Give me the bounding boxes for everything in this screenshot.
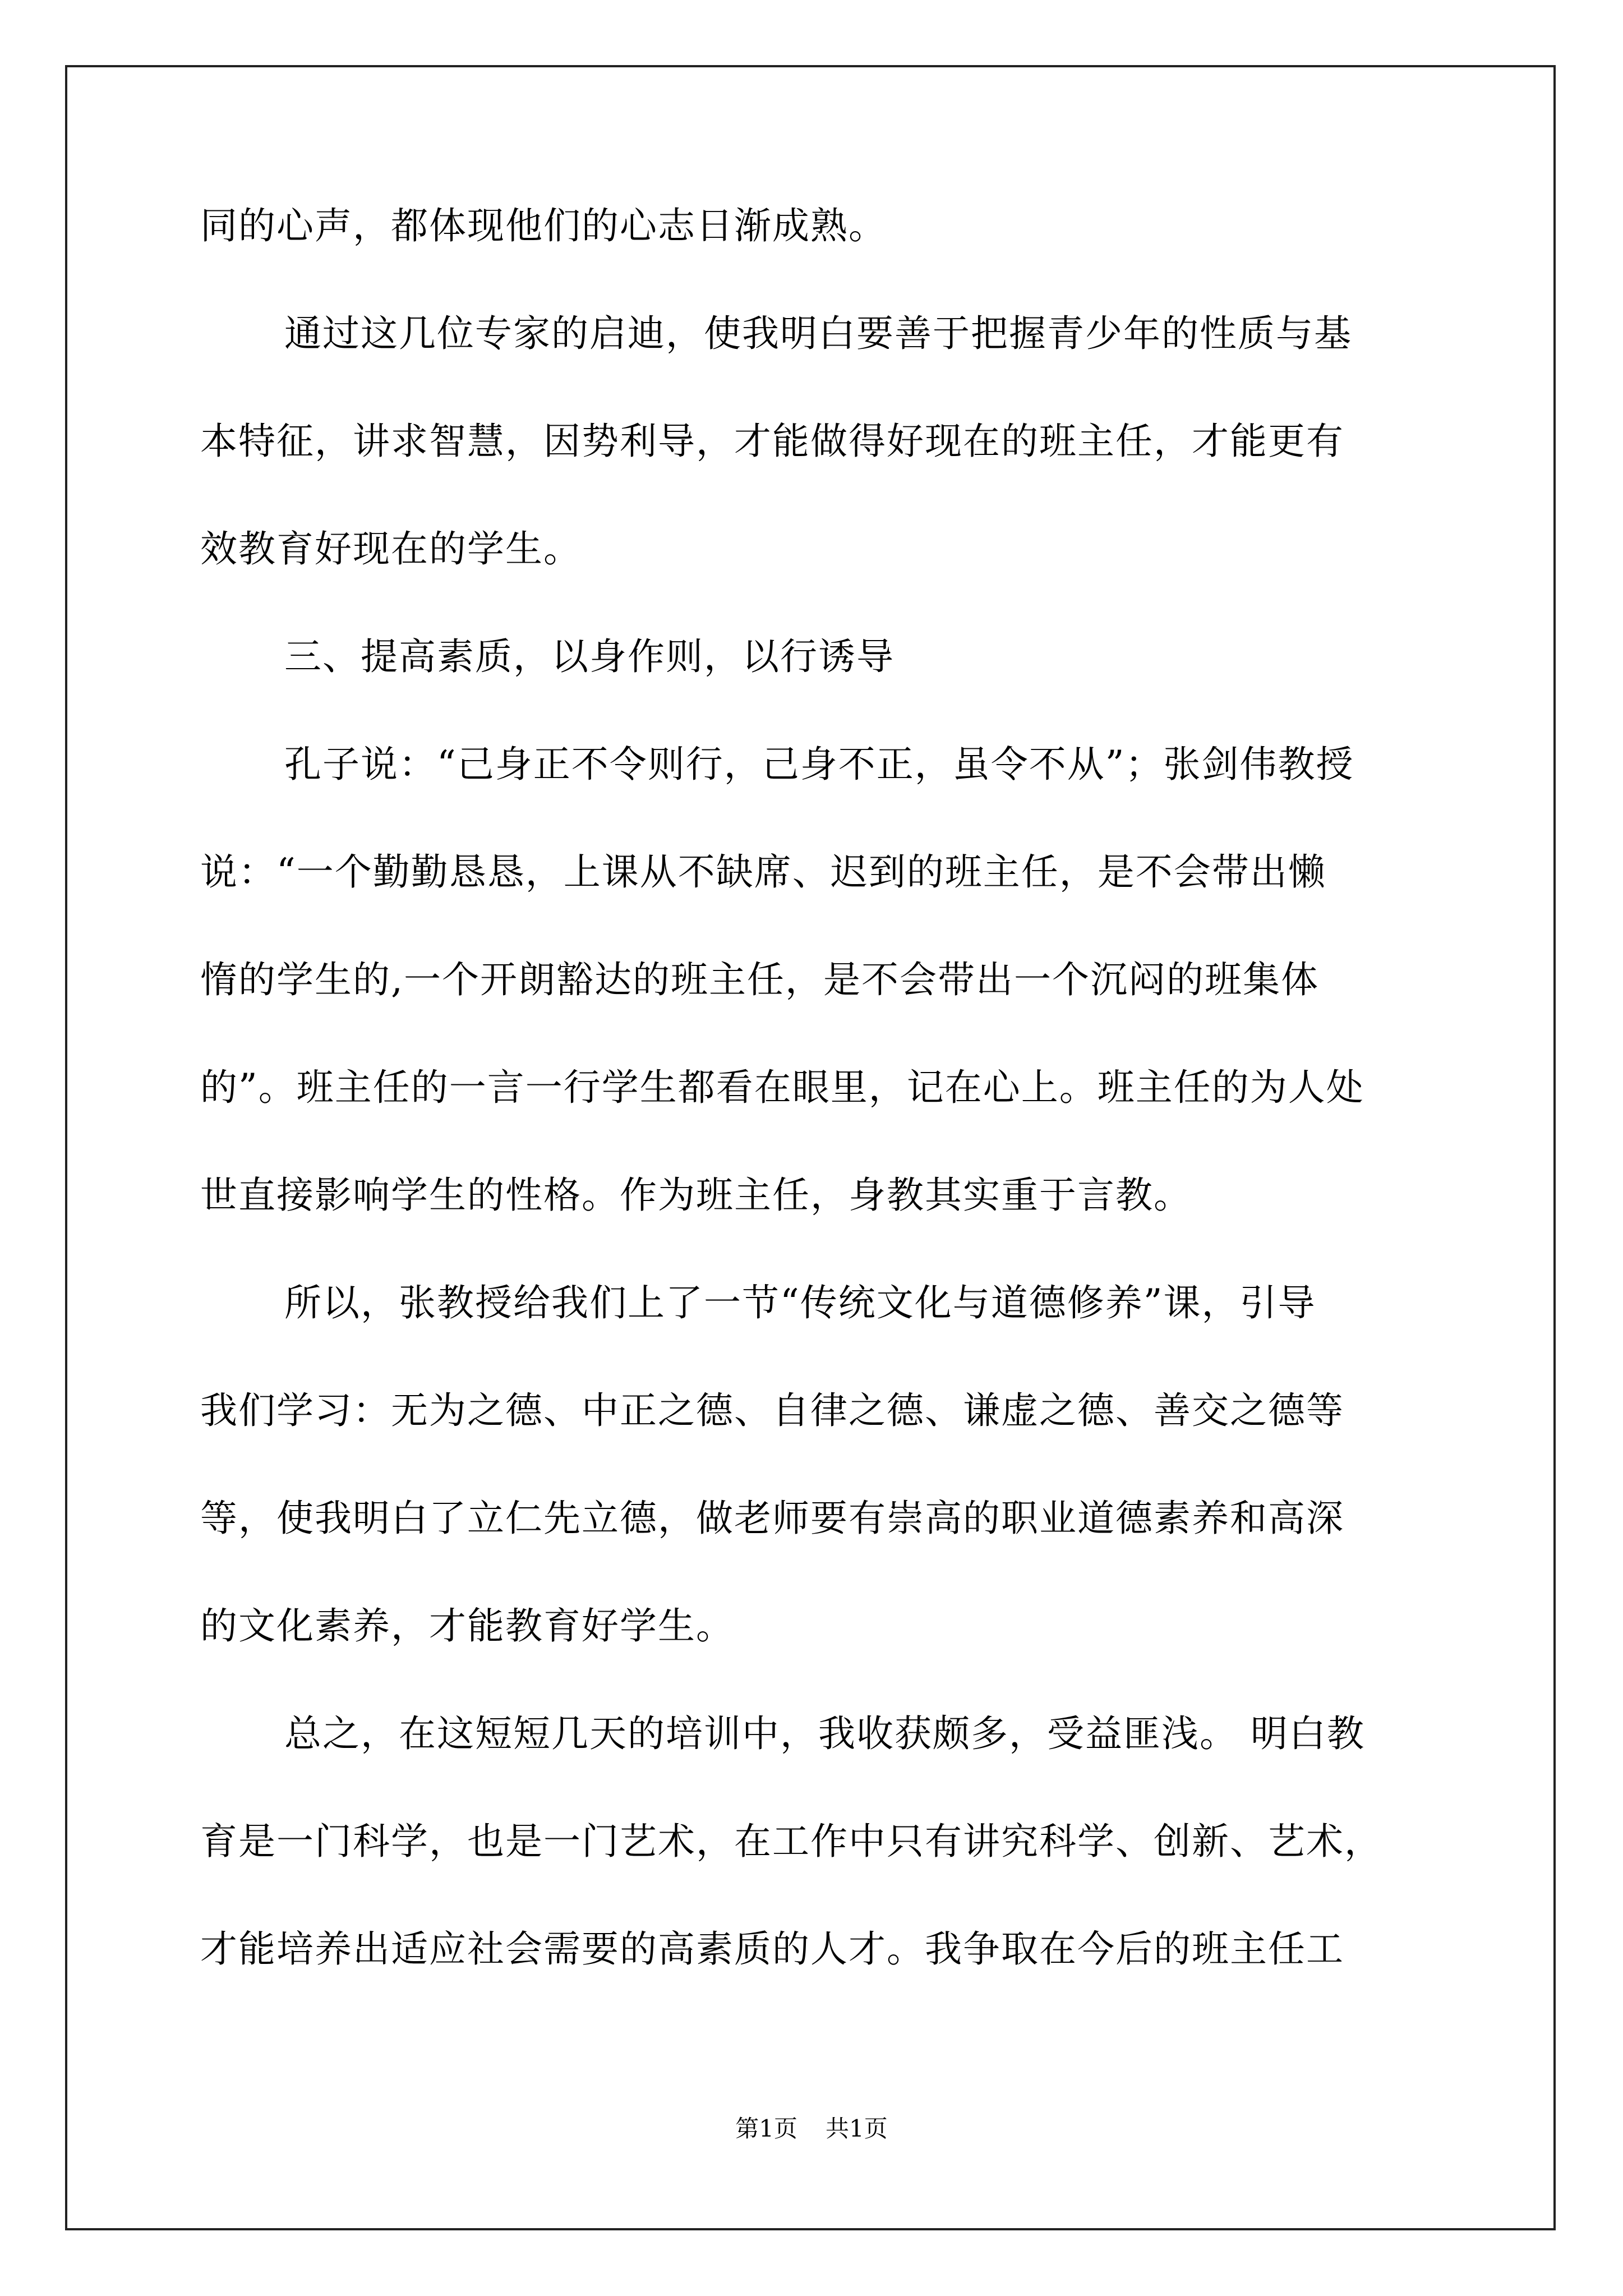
text-line: 总之，在这短短几天的培训中，我收获颇多，受益匪浅。 明白教 bbox=[284, 1712, 1365, 1755]
text-line: 效教育好现在的学生。 bbox=[200, 527, 582, 570]
text-line: 孔子说：“己身正不令则行，己身不正，虽令不从”；张剑伟教授 bbox=[284, 743, 1354, 786]
text-line: 我们学习：无为之德、中正之德、自律之德、谦虚之德、善交之德等 bbox=[200, 1389, 1344, 1432]
text-line: 通过这几位专家的启迪，使我明白要善于把握青少年的性质与基 bbox=[284, 312, 1352, 355]
document-body bbox=[200, 204, 1423, 2039]
section-heading: 三、提高素质，以身作则，以行诱导 bbox=[284, 635, 895, 678]
text-line: 育是一门科学，也是一门艺术，在工作中只有讲究科学、创新、艺术， bbox=[200, 1820, 1382, 1863]
text-line: 所以，张教授给我们上了一节“传统文化与道德修养”课，引导 bbox=[284, 1281, 1316, 1324]
page-total: 共1页 bbox=[826, 2115, 888, 2142]
text-line: 等，使我明白了立仁先立德，做老师要有崇高的职业道德素养和高深 bbox=[200, 1497, 1344, 1540]
page-footer bbox=[0, 2115, 1623, 2143]
text-line: 本特征，讲求智慧，因势利导，才能做得好现在的班主任，才能更有 bbox=[200, 420, 1344, 463]
text-line: 世直接影响学生的性格。作为班主任，身教其实重于言教。 bbox=[200, 1174, 1192, 1217]
text-line: 同的心声，都体现他们的心志日渐成熟。 bbox=[200, 204, 887, 247]
page-number: 第1页 bbox=[735, 2115, 797, 2142]
text-line: 才能培养出适应社会需要的高素质的人才。我争取在今后的班主任工 bbox=[200, 1927, 1344, 1971]
text-line: 的文化素养，才能教育好学生。 bbox=[200, 1604, 734, 1648]
text-line: 说：“一个勤勤恳恳，上课从不缺席、迟到的班主任，是不会带出懒 bbox=[200, 850, 1326, 894]
text-line: 的”。班主任的一言一行学生都看在眼里，记在心上。班主任的为人处 bbox=[200, 1066, 1364, 1109]
text-line: 惰的学生的,一个开朗豁达的班主任，是不会带出一个沉闷的班集体 bbox=[200, 958, 1319, 1001]
